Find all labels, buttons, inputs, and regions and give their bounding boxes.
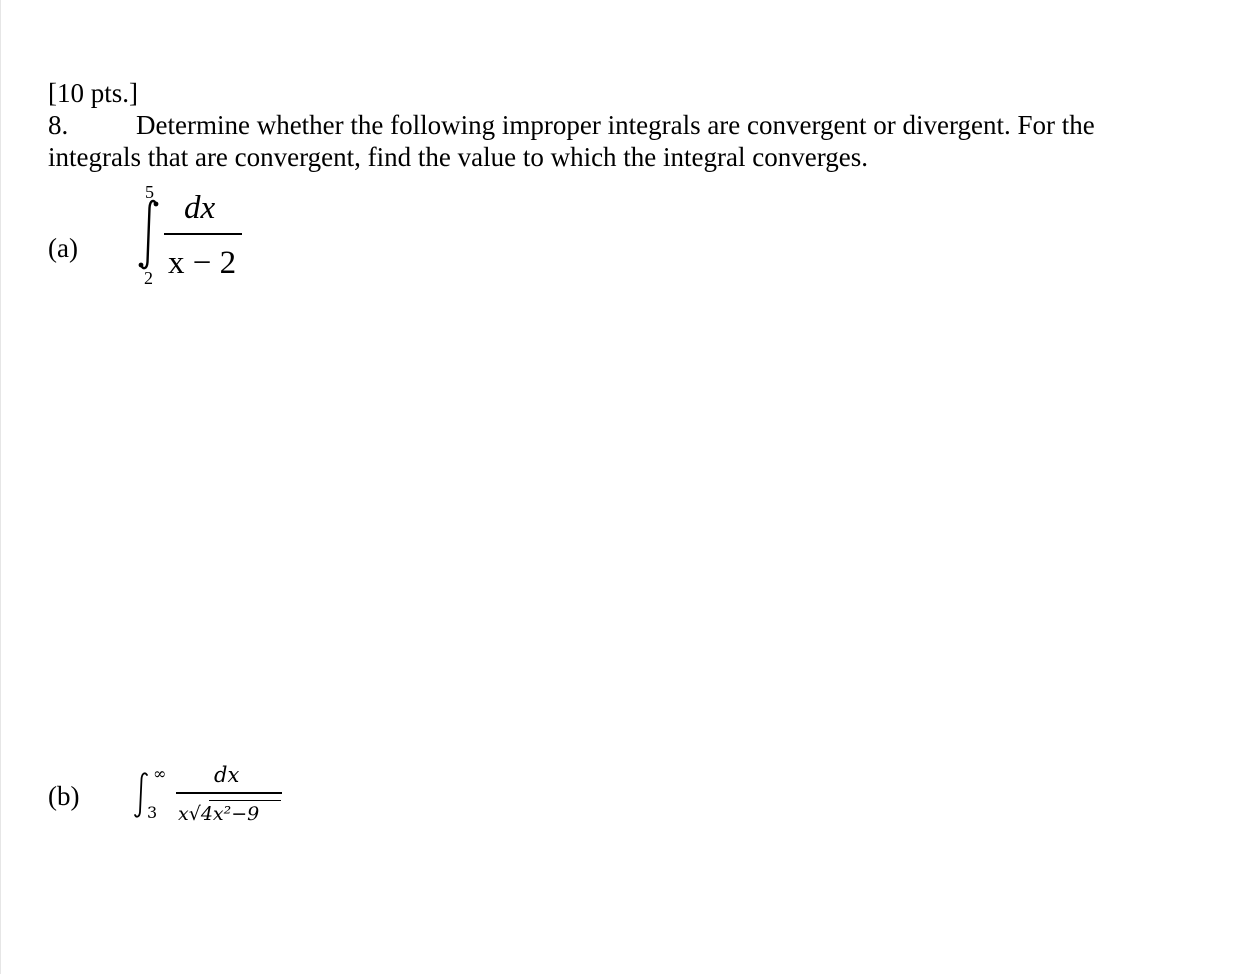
part-a-label: (a) [48,233,78,263]
integral-a-numerator: dx [184,190,216,226]
integral-b-upper-limit: ∞ [153,764,167,783]
question-number: 8. [48,110,69,140]
fraction-bar-b [176,792,282,794]
points-label: [10 pts.] [48,78,138,108]
page-edge [0,0,1,974]
question-text-line-1: Determine whether the following improper integrals are convergent or divergent. For the [136,110,1095,140]
integral-b-denominator: x√4x²−9 [178,803,260,825]
fraction-bar-a [164,233,242,235]
integral-b-numerator: dx [214,763,240,787]
integral-sign-a [134,196,164,272]
integral-a-upper-limit: 5 [145,182,154,202]
integral-a-lower-limit: 2 [144,268,153,288]
integral-b-lower-limit: 3 [147,803,158,822]
integral-a-denominator: x − 2 [168,245,237,281]
part-b-label: (b) [48,781,80,811]
question-text-line-2: integrals that are convergent, find the value to which the integral converges. [48,142,868,172]
